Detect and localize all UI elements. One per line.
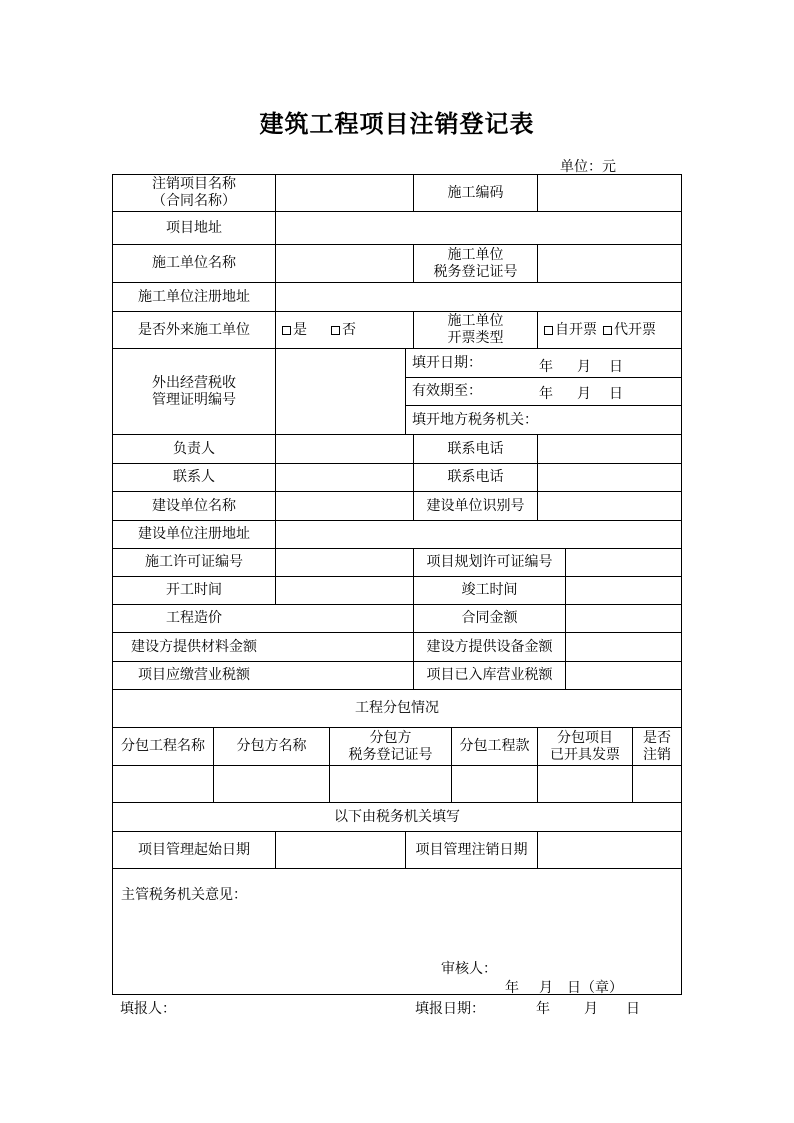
sub-invoice-header bbox=[538, 728, 632, 765]
sub-tax-header-line2: 税务登记证号 bbox=[348, 746, 433, 763]
currency-unit: 单位：元 bbox=[560, 159, 616, 175]
filler-label: 填报人： bbox=[120, 1001, 176, 1017]
phone-label-1: 联系电话 bbox=[447, 440, 504, 457]
sub-amount-header: 分包工程款 bbox=[459, 738, 530, 754]
project-name-label-line1: 注销项目名称 bbox=[152, 176, 236, 192]
opinion-label: 主管税务机关意见： bbox=[121, 887, 247, 903]
subcontract-section-title: 工程分包情况 bbox=[355, 700, 439, 716]
project-name-label-line2: （合同名称） bbox=[152, 193, 236, 209]
builder-id-label: 建设单位识别号 bbox=[426, 497, 525, 514]
invoice-type-options bbox=[538, 312, 681, 348]
planning-permit-field[interactable] bbox=[566, 549, 681, 576]
no-option-label: 否 bbox=[342, 321, 356, 338]
sub-party-header: 分包方名称 bbox=[236, 738, 307, 754]
mgmt-cancel-label: 项目管理注销日期 bbox=[415, 841, 528, 858]
checkbox-icon bbox=[603, 326, 612, 335]
sub-party-field[interactable] bbox=[214, 766, 329, 802]
form-title: 建筑工程项目注销登记表 bbox=[259, 110, 535, 138]
tax-cert-label-line1: 外出经营税收 bbox=[152, 374, 236, 391]
sub-cancel-field[interactable] bbox=[633, 766, 681, 802]
contractor-reg-address-field[interactable] bbox=[276, 283, 681, 311]
valid-until-year: 年 bbox=[539, 386, 553, 402]
agent-invoice-option[interactable] bbox=[603, 322, 656, 339]
invoice-type-label bbox=[414, 312, 537, 348]
mgmt-start-label: 项目管理起始日期 bbox=[138, 841, 250, 858]
tax-office-opinion[interactable] bbox=[113, 869, 681, 994]
reviewer-label: 审核人： bbox=[441, 960, 497, 977]
tax-paid-field[interactable] bbox=[566, 662, 681, 689]
contract-amount-field[interactable] bbox=[566, 605, 681, 632]
phone-field-1[interactable] bbox=[538, 435, 681, 463]
project-cost-field[interactable] bbox=[276, 605, 413, 632]
sub-invoice-field[interactable] bbox=[538, 766, 632, 802]
sub-cancel-header-line2: 注销 bbox=[643, 746, 671, 763]
valid-until-parts bbox=[539, 383, 623, 403]
external-contractor-label: 是否外来施工单位 bbox=[138, 321, 250, 338]
footer-day: 日 bbox=[626, 1001, 640, 1017]
contractor-reg-address-label: 施工单位注册地址 bbox=[138, 288, 250, 305]
sub-tax-field[interactable] bbox=[330, 766, 451, 802]
issuing-office-row[interactable] bbox=[406, 406, 681, 434]
invoice-type-label-line2: 开票类型 bbox=[447, 330, 504, 346]
sub-invoice-header-line1: 分包项目 bbox=[557, 729, 613, 746]
start-time-field[interactable] bbox=[276, 577, 413, 604]
fill-date-label: 填开日期： bbox=[412, 354, 482, 371]
valid-until-day: 日 bbox=[609, 386, 623, 402]
builder-name-label: 建设单位名称 bbox=[152, 497, 236, 514]
agent-invoice-label: 代开票 bbox=[614, 321, 656, 338]
completion-time-label: 竣工时间 bbox=[461, 582, 518, 598]
materials-amount-label: 建设方提供材料金额 bbox=[131, 638, 257, 655]
footer-month: 月 bbox=[584, 1001, 598, 1017]
sub-amount-field[interactable] bbox=[452, 766, 537, 802]
contractor-name-label: 施工单位名称 bbox=[152, 255, 236, 271]
sub-tax-header bbox=[330, 728, 451, 765]
tax-cert-label-line2: 管理证明编号 bbox=[152, 391, 236, 408]
builder-reg-address-label: 建设单位注册地址 bbox=[138, 526, 250, 542]
phone-field-2[interactable] bbox=[538, 464, 681, 491]
tax-payable-label: 项目应缴营业税额 bbox=[138, 667, 250, 683]
checkbox-icon bbox=[331, 326, 340, 335]
project-cost-label: 工程造价 bbox=[166, 610, 222, 626]
checkbox-icon bbox=[544, 326, 553, 335]
construction-code-field[interactable] bbox=[538, 175, 681, 211]
planning-permit-label: 项目规划许可证编号 bbox=[426, 554, 553, 570]
sub-tax-header-line1: 分包方 bbox=[369, 729, 412, 746]
contractor-tax-label bbox=[414, 245, 537, 282]
person-in-charge-label: 负责人 bbox=[173, 440, 215, 457]
project-name-label bbox=[113, 175, 275, 211]
fill-date-day: 日 bbox=[609, 359, 623, 375]
tax-payable-field[interactable] bbox=[276, 662, 413, 689]
project-address-label: 项目地址 bbox=[166, 219, 222, 236]
registration-form bbox=[112, 174, 682, 995]
yes-option[interactable] bbox=[282, 322, 307, 339]
contractor-name-field[interactable] bbox=[276, 245, 413, 282]
materials-amount-field[interactable] bbox=[276, 633, 413, 661]
fill-date-year: 年 bbox=[539, 359, 553, 375]
tax-office-section-title: 以下由税务机关填写 bbox=[334, 808, 460, 825]
tax-paid-label: 项目已入库营业税额 bbox=[426, 667, 553, 683]
permit-no-field[interactable] bbox=[276, 549, 413, 576]
completion-time-field[interactable] bbox=[566, 577, 681, 604]
project-name-field[interactable] bbox=[276, 175, 413, 211]
footer-fill-date-label: 填报日期： bbox=[415, 1001, 485, 1017]
review-day-seal: 日（章） bbox=[567, 980, 623, 996]
phone-label-2: 联系电话 bbox=[447, 469, 504, 485]
external-contractor-options bbox=[276, 312, 413, 348]
equipment-amount-field[interactable] bbox=[566, 633, 681, 661]
self-invoice-label: 自开票 bbox=[555, 321, 597, 338]
construction-code-label: 施工编码 bbox=[447, 184, 504, 201]
mgmt-start-field[interactable] bbox=[276, 832, 405, 868]
start-time-label: 开工时间 bbox=[166, 582, 222, 598]
tax-cert-label bbox=[113, 349, 275, 434]
fill-date-parts bbox=[539, 356, 623, 376]
review-month: 月 bbox=[539, 980, 553, 996]
sub-cancel-header-line1: 是否 bbox=[643, 729, 671, 746]
no-option[interactable] bbox=[331, 322, 356, 339]
sub-cancel-header bbox=[633, 728, 681, 765]
person-in-charge-field[interactable] bbox=[276, 435, 413, 463]
project-address-field[interactable] bbox=[276, 212, 681, 244]
issuing-office-label: 填开地方税务机关： bbox=[412, 411, 538, 428]
contract-amount-label: 合同金额 bbox=[461, 610, 518, 626]
valid-until-label: 有效期至： bbox=[412, 383, 482, 399]
builder-id-field[interactable] bbox=[538, 492, 681, 520]
contractor-tax-field[interactable] bbox=[538, 245, 681, 282]
sub-invoice-header-line2: 已开具发票 bbox=[550, 746, 620, 763]
self-invoice-option[interactable] bbox=[544, 322, 597, 339]
fill-date-month: 月 bbox=[577, 359, 591, 375]
mgmt-cancel-field[interactable] bbox=[538, 832, 681, 868]
invoice-type-label-line1: 施工单位 bbox=[447, 313, 504, 329]
contact-field[interactable] bbox=[276, 464, 413, 491]
sub-name-field[interactable] bbox=[113, 766, 213, 802]
review-date bbox=[505, 977, 623, 997]
builder-reg-address-field[interactable] bbox=[276, 521, 681, 548]
permit-no-label: 施工许可证编号 bbox=[145, 554, 243, 570]
review-year: 年 bbox=[505, 980, 519, 996]
contact-label: 联系人 bbox=[173, 469, 215, 485]
valid-until-month: 月 bbox=[577, 386, 591, 402]
sub-name-header: 分包工程名称 bbox=[121, 738, 205, 754]
contractor-tax-label-line2: 税务登记证号 bbox=[433, 263, 518, 280]
footer-year: 年 bbox=[536, 1001, 550, 1017]
yes-option-label: 是 bbox=[293, 321, 307, 338]
contractor-tax-label-line1: 施工单位 bbox=[447, 246, 504, 263]
checkbox-icon bbox=[282, 326, 291, 335]
tax-cert-field[interactable] bbox=[276, 349, 405, 434]
equipment-amount-label: 建设方提供设备金额 bbox=[426, 638, 553, 655]
builder-name-field[interactable] bbox=[276, 492, 413, 520]
